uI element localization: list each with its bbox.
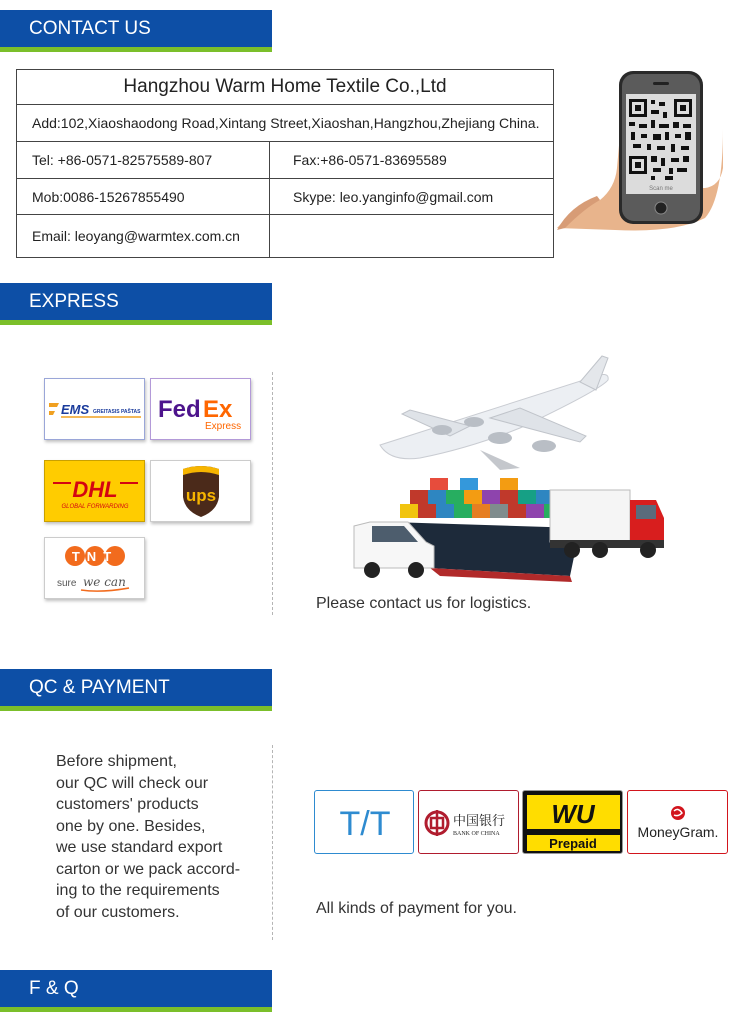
fax-text: Fax:+86-0571-83695589 (269, 142, 553, 178)
section-title: QC & PAYMENT (0, 669, 272, 706)
tel-text: Tel: +86-0571-82575589-807 (32, 152, 213, 168)
scan-me-label: Scan me (649, 186, 673, 192)
skype-text: Skype: leo.yanginfo@gmail.com (269, 179, 553, 214)
western-union-icon (523, 791, 623, 854)
divider (272, 745, 273, 940)
qc-line: customers' products (56, 796, 199, 813)
tnt-logo (44, 537, 145, 599)
fedex-ex-text: Ex (203, 396, 233, 423)
section-title: F & Q (0, 970, 272, 1007)
ems-logo (44, 378, 145, 440)
contact-us-header (0, 10, 272, 52)
contact-table (16, 69, 554, 258)
logistics-illustration (350, 350, 670, 582)
ems-icon (45, 379, 145, 440)
divider (272, 372, 273, 615)
logistics-caption: Please contact us for logistics. (316, 595, 532, 612)
wu-prepaid-text: Prepaid (549, 836, 597, 851)
fedex-fed-text: Fed (158, 396, 201, 423)
qc-line: Before shipment, (56, 753, 177, 770)
empty-cell (269, 215, 553, 257)
tnt-text: TNT (71, 549, 119, 564)
company-name: Hangzhou Warm Home Textile Co.,Ltd (123, 76, 447, 97)
fedex-express-text: Express (205, 421, 242, 432)
tt-icon (315, 791, 414, 854)
boc-cn-text: 中国银行 (453, 814, 506, 829)
email-text: Email: leoyang@warmtex.com.cn (32, 228, 240, 244)
dhl-logo (44, 460, 145, 522)
dhl-icon (45, 461, 145, 522)
qc-line: our QC will check our (56, 774, 209, 792)
bank-of-china-logo (418, 790, 519, 854)
ems-text: EMS (61, 402, 90, 417)
header-stripe (0, 1007, 272, 1012)
logistics-icon (350, 350, 670, 582)
moneygram-logo (627, 790, 728, 854)
qc-line: we use standard export (56, 839, 223, 856)
ups-text: ups (185, 486, 217, 505)
airplane-icon (380, 356, 608, 470)
address-text: Add:102,Xiaoshaodong Road,Xintang Street,Xiaoshan,Hangzhou,Zhejiang China. (32, 115, 540, 131)
contact-company-row (17, 70, 553, 105)
contact-mob-row (17, 179, 553, 215)
qc-payment-header (0, 669, 272, 711)
qc-line: one by one. Besides, (56, 817, 206, 835)
faq-header (0, 970, 272, 1012)
mob-text: Mob:0086-15267855490 (32, 188, 185, 205)
tnt-sure-text: sure (57, 578, 77, 589)
tnt-icon (45, 538, 145, 599)
ups-logo (150, 460, 251, 522)
express-header (0, 283, 272, 325)
moneygram-text: MoneyGram. (637, 824, 719, 840)
tt-text: T/T (339, 805, 391, 843)
moneygram-icon (628, 791, 728, 854)
contact-email-row (17, 215, 553, 257)
qc-line: of our customers. (56, 903, 180, 921)
fedex-icon (151, 379, 251, 440)
payment-caption: All kinds of payment for you. (316, 900, 517, 917)
ems-sub-text: GREITASIS PAŠTAS (93, 409, 141, 415)
section-title: CONTACT US (0, 10, 272, 47)
boc-en-text: BANK OF CHINA (453, 831, 500, 837)
qc-line: carton or we pack accord- (56, 860, 241, 878)
contact-address-row (17, 105, 553, 142)
dhl-sub-text: GLOBAL FORWARDING (61, 504, 129, 510)
truck-icon (550, 490, 664, 558)
qc-line: ing to the requirements (56, 882, 220, 899)
phone-qr-image (555, 68, 725, 233)
bank-of-china-icon (419, 791, 519, 854)
ups-shield-icon (151, 461, 251, 522)
header-stripe (0, 47, 272, 52)
section-title: EXPRESS (0, 283, 272, 320)
fedex-logo (150, 378, 251, 440)
header-stripe (0, 706, 272, 711)
wu-text: WU (551, 799, 595, 829)
western-union-logo (522, 790, 623, 854)
tnt-wecan-text: we can (83, 575, 126, 589)
qc-description (56, 751, 268, 923)
tt-logo (314, 790, 414, 854)
dhl-text: DHL (72, 477, 118, 502)
hand-phone-icon (555, 68, 725, 233)
contact-tel-row (17, 142, 553, 179)
header-stripe (0, 320, 272, 325)
